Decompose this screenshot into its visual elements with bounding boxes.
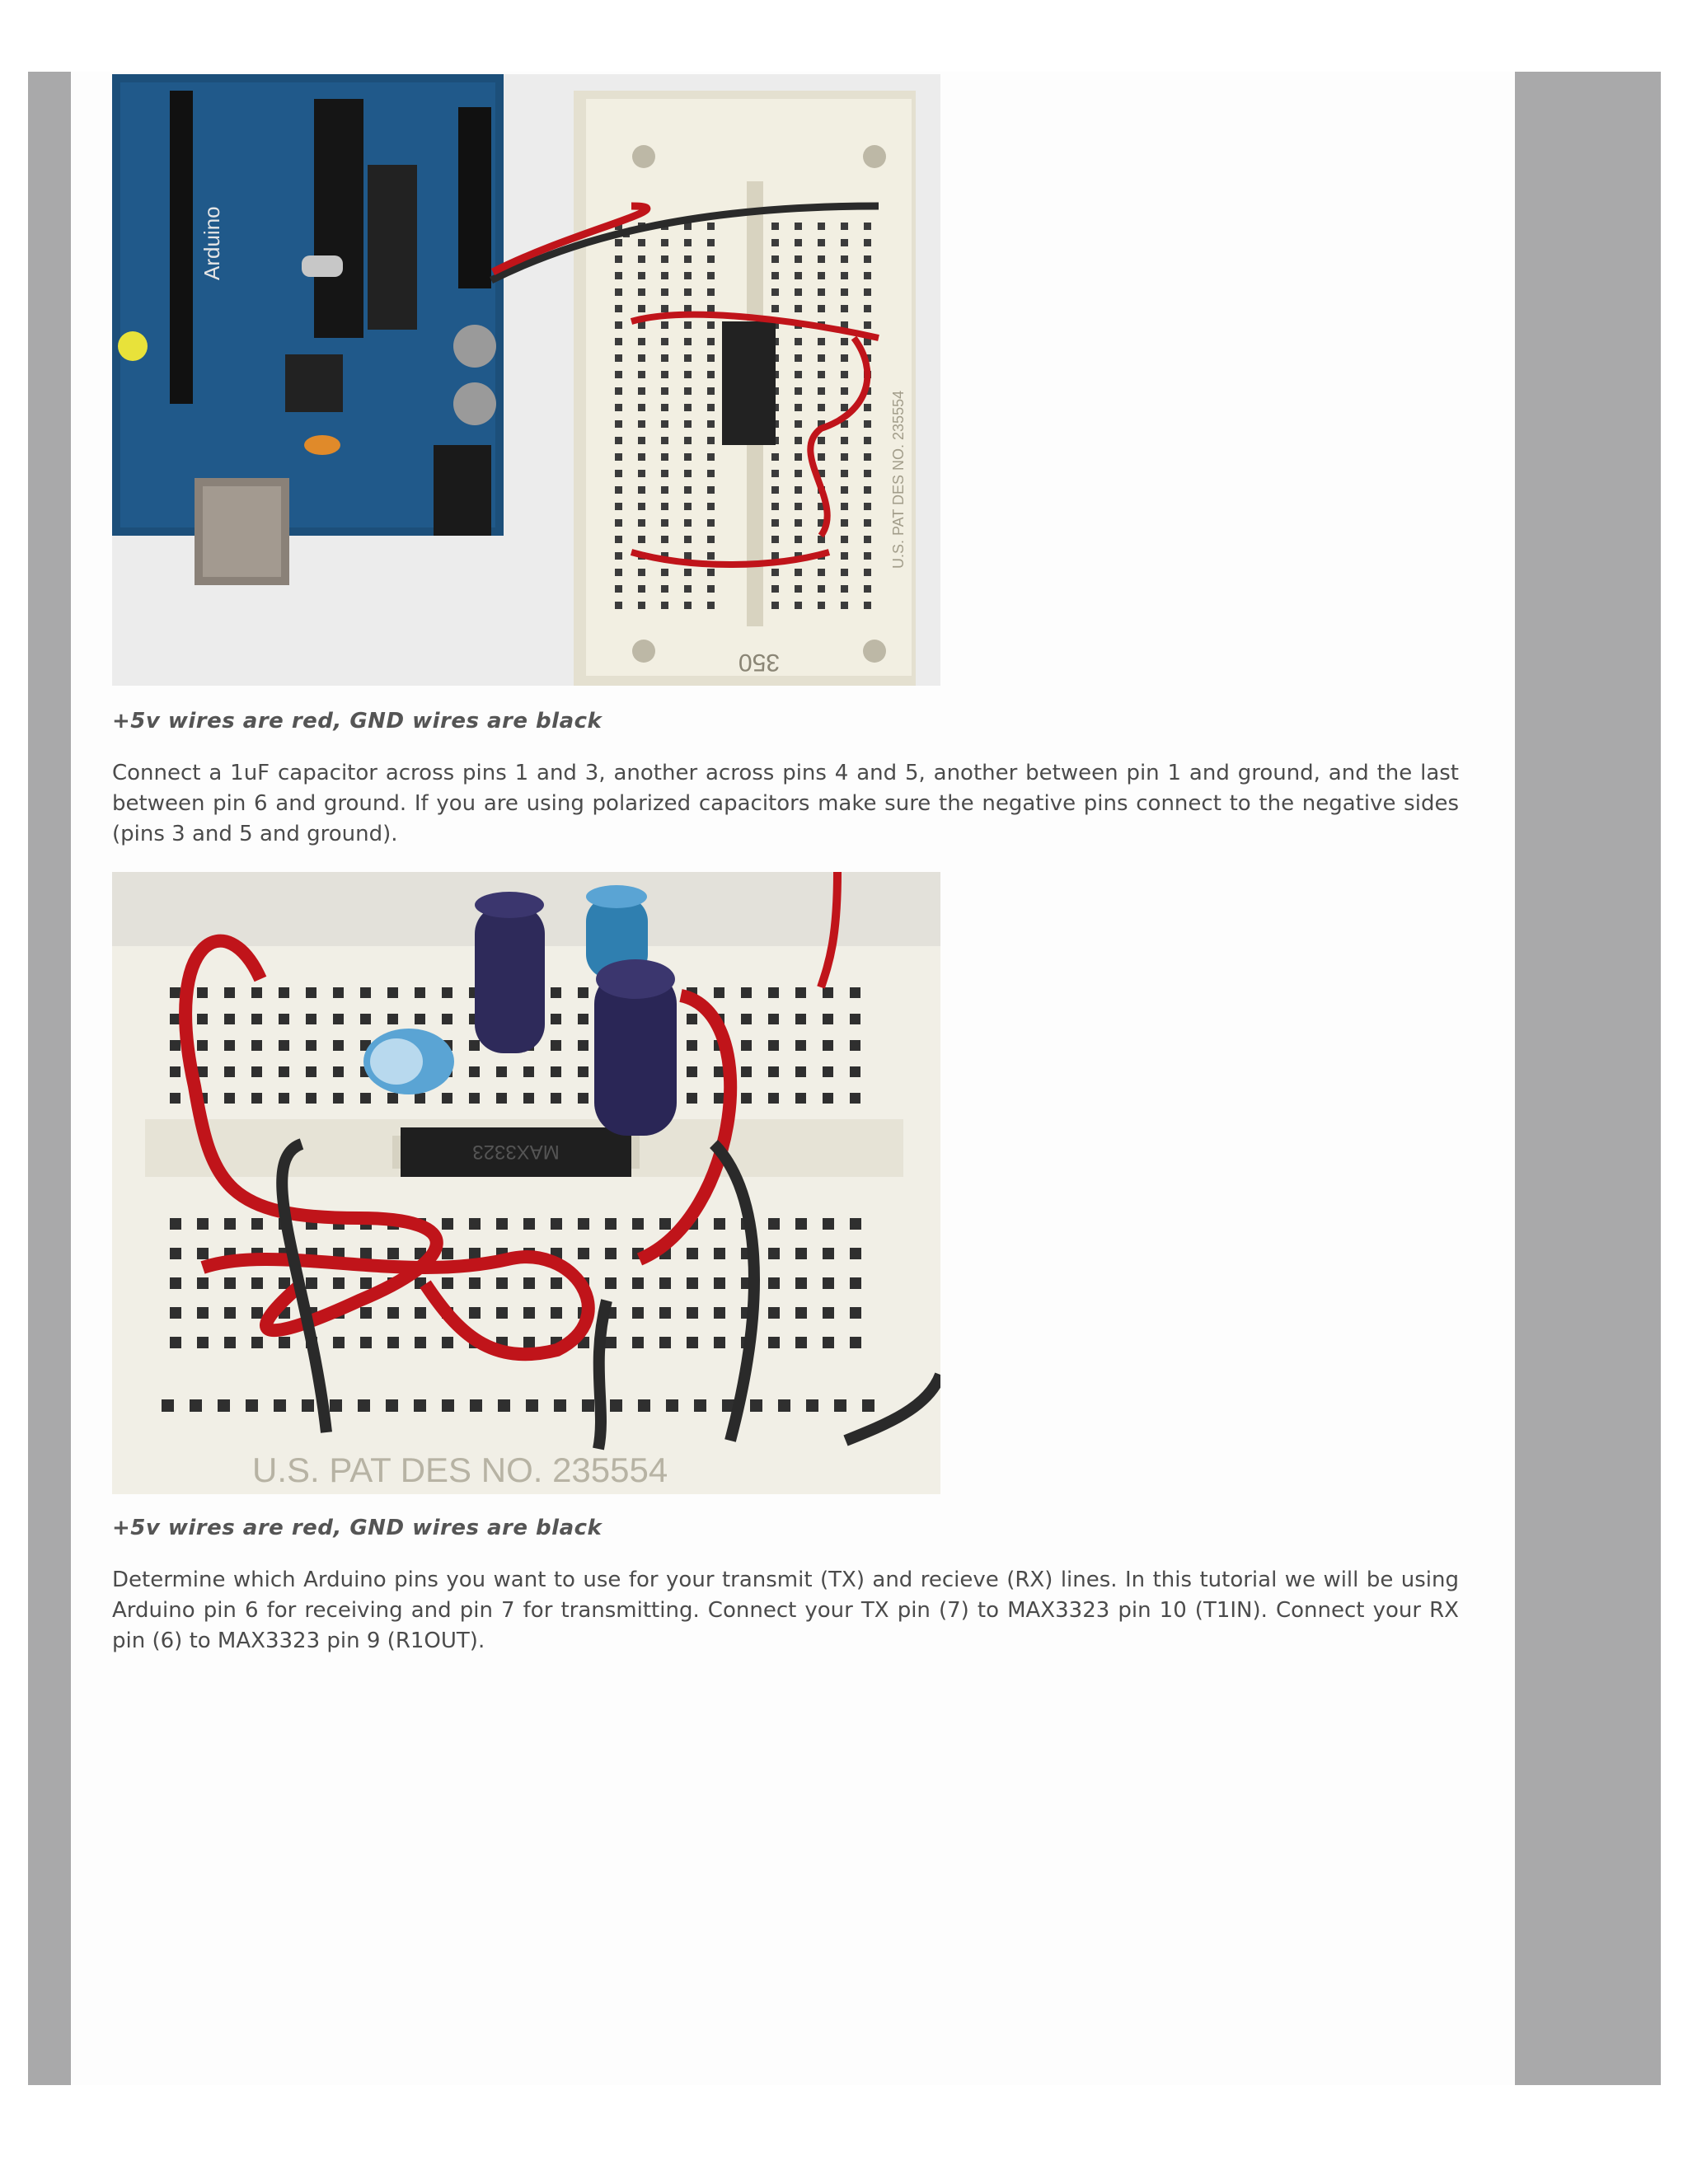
photo-caption: +5v wires are red, GND wires are black — [112, 709, 603, 733]
photo-caption: +5v wires are red, GND wires are black — [112, 1516, 603, 1540]
arduino-breadboard-photo — [112, 74, 940, 686]
breadboard-closeup-photo — [112, 872, 940, 1494]
left-margin-bar — [28, 72, 71, 2085]
chip-text: 350 — [738, 649, 781, 676]
board-label: Arduino — [199, 206, 224, 280]
chip-label: MAX3323 — [472, 1141, 560, 1163]
breadboard-label-2: U.S. PAT DES NO. 235554 — [252, 1451, 668, 1489]
instruction-paragraph-pins: Determine which Arduino pins you want to use for your transmit (TX) and recieve (RX) lines. In this tutorial we will be using Arduino pin 6 for receiving and pin 7 for transmitting. Connect your TX pin (7) to MAX3323 pin 10 (T1IN). Connect your RX pin (6) to MAX3323 pin 9 (R1OUT). — [112, 1568, 1459, 1653]
right-margin-bar — [1515, 72, 1661, 2085]
breadboard-label-1: U.S. PAT DES NO. 235554 — [890, 390, 907, 569]
instruction-paragraph-capacitors: Connect a 1uF capacitor across pins 1 and 3, another across pins 4 and 5, another between pin 1 and ground, and the last between pin 6 and ground. If you are using polarized capacitors make sure the negative pins connect to the negative sides (pins 3 and 5 and ground). — [112, 761, 1459, 846]
